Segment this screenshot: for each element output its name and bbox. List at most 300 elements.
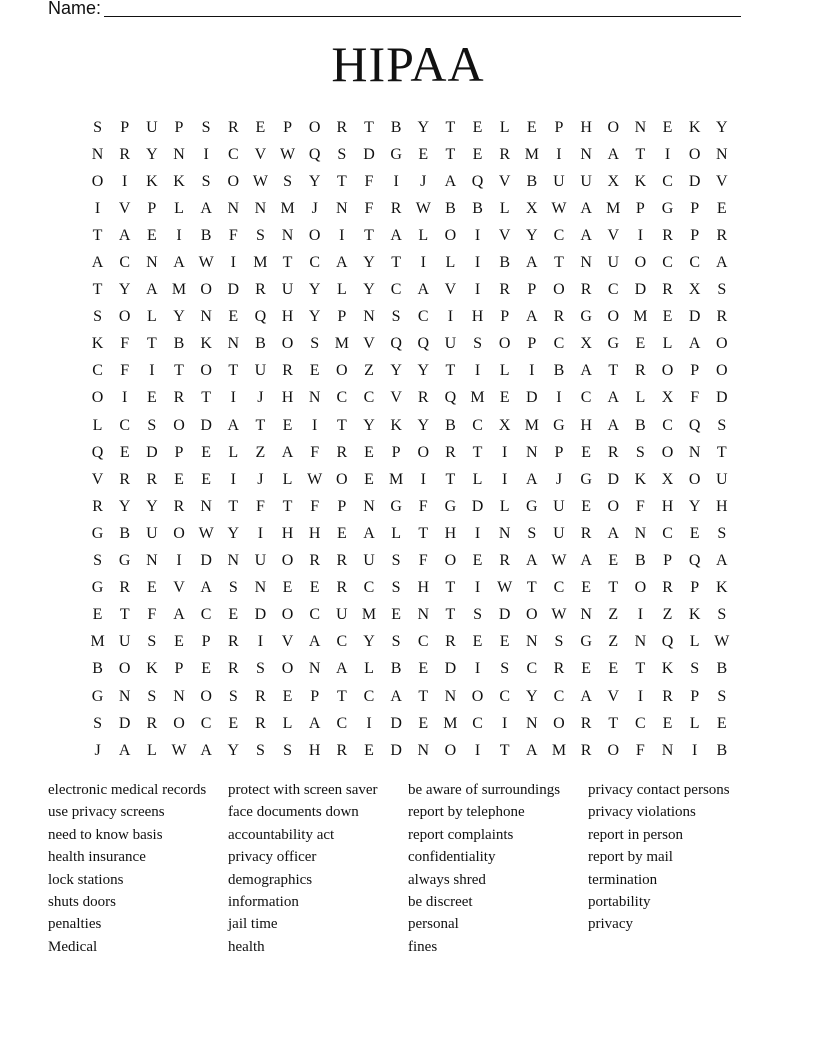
grid-letter: K — [716, 579, 728, 597]
grid-letter: W — [198, 254, 214, 272]
grid-letter: K — [146, 172, 158, 190]
grid-letter: B — [390, 660, 402, 678]
grid-letter: L — [472, 470, 483, 488]
grid-letter: S — [337, 145, 347, 163]
grid-letter: A — [526, 470, 538, 488]
grid-letter: V — [716, 172, 728, 190]
grid-letter: F — [310, 443, 320, 461]
grid-letter: F — [228, 226, 238, 244]
grid-letter: S — [283, 172, 292, 190]
grid-letter: O — [281, 335, 294, 353]
grid-letter: C — [363, 579, 375, 597]
grid-letter: C — [417, 633, 429, 651]
grid-letter: Z — [255, 443, 266, 461]
grid-letter: R — [635, 362, 646, 380]
grid-letter: W — [551, 552, 567, 570]
grid-letter: O — [444, 226, 457, 244]
grid-letter: Y — [146, 497, 158, 515]
grid-letter: A — [281, 443, 294, 461]
grid-letter: A — [173, 254, 185, 272]
grid-letter: R — [255, 714, 266, 732]
grid-letter: A — [526, 741, 538, 759]
grid-letter: O — [417, 443, 430, 461]
grid-letter: R — [580, 281, 592, 299]
grid-letter: C — [390, 281, 402, 299]
grid-letter: S — [717, 606, 727, 624]
grid-letter: O — [336, 470, 348, 488]
grid-letter: I — [420, 470, 426, 488]
grid-letter: E — [581, 579, 591, 597]
grid-letter: L — [391, 524, 401, 542]
grid-letter: H — [471, 308, 484, 326]
word-bank-item: face documents down — [228, 804, 359, 821]
grid-letter: X — [498, 416, 511, 434]
grid-letter: C — [662, 416, 673, 434]
grid-letter: G — [553, 416, 565, 434]
grid-letter: V — [607, 226, 620, 244]
grid-letter: U — [146, 524, 158, 542]
grid-letter: C — [336, 633, 348, 651]
grid-letter: E — [364, 470, 374, 488]
grid-letter: D — [498, 606, 511, 624]
grid-letter: H — [308, 524, 321, 542]
grid-letter: M — [606, 199, 621, 217]
grid-letter: P — [690, 199, 700, 217]
grid-letter: C — [689, 254, 700, 272]
grid-letter: H — [281, 524, 294, 542]
grid-letter: A — [526, 552, 538, 570]
grid-letter: Y — [173, 308, 185, 326]
grid-letter: N — [254, 579, 267, 597]
grid-letter: R — [580, 524, 592, 542]
grid-letter: C — [553, 687, 565, 705]
grid-letter: E — [255, 118, 266, 136]
grid-letter: C — [417, 308, 429, 326]
grid-letter: A — [308, 633, 321, 651]
grid-letter: Y — [363, 281, 375, 299]
word-bank-item: report by telephone — [408, 804, 525, 821]
grid-letter: R — [309, 552, 321, 570]
word-bank-item: use privacy screens — [48, 804, 165, 821]
grid-letter: T — [472, 443, 483, 461]
grid-letter: R — [499, 552, 511, 570]
grid-letter: S — [147, 633, 157, 651]
grid-letter: R — [92, 497, 103, 515]
grid-letter: I — [230, 470, 236, 488]
grid-letter: I — [474, 226, 481, 244]
grid-letter: S — [310, 335, 320, 353]
grid-letter: I — [556, 145, 562, 163]
grid-letter: R — [336, 443, 348, 461]
grid-letter: E — [146, 579, 157, 597]
grid-letter: E — [662, 118, 673, 136]
grid-letter: T — [608, 579, 619, 597]
grid-letter: W — [551, 606, 567, 624]
grid-letter: R — [119, 579, 131, 597]
grid-letter: E — [472, 145, 483, 163]
grid-letter: U — [281, 281, 294, 299]
grid-letter: G — [580, 308, 592, 326]
grid-letter: F — [310, 497, 320, 515]
grid-letter: P — [663, 552, 672, 570]
grid-letter: O — [281, 606, 294, 624]
grid-letter: R — [146, 470, 158, 488]
grid-letter: Y — [688, 497, 701, 515]
grid-letter: V — [254, 145, 267, 163]
name-label: Name: — [48, 0, 102, 18]
grid-letter: F — [418, 552, 428, 570]
grid-letter: L — [92, 416, 103, 434]
grid-letter: S — [255, 660, 265, 678]
grid-letter: N — [118, 687, 131, 705]
grid-letter: B — [445, 416, 456, 434]
grid-letter: A — [580, 552, 592, 570]
grid-letter: I — [502, 470, 508, 488]
grid-letter: O — [526, 606, 538, 624]
grid-letter: X — [607, 172, 620, 190]
grid-letter: L — [364, 660, 374, 678]
grid-letter: F — [635, 497, 645, 515]
grid-letter: M — [90, 633, 105, 651]
grid-letter: D — [118, 714, 131, 732]
grid-letter: E — [581, 443, 591, 461]
grid-letter: O — [173, 416, 185, 434]
grid-letter: M — [633, 308, 648, 326]
grid-letter: A — [607, 389, 620, 407]
grid-letter: P — [337, 308, 347, 326]
grid-letter: R — [336, 118, 348, 136]
grid-letter: A — [417, 281, 430, 299]
grid-letter: B — [553, 362, 565, 380]
grid-letter: K — [634, 470, 647, 488]
grid-letter: W — [415, 199, 431, 217]
grid-letter: G — [607, 335, 620, 353]
grid-letter: X — [688, 281, 701, 299]
grid-letter: I — [474, 741, 481, 759]
grid-letter: S — [391, 633, 401, 651]
grid-letter: B — [716, 660, 728, 678]
grid-letter: O — [607, 741, 620, 759]
grid-letter: B — [499, 254, 511, 272]
grid-letter: M — [443, 714, 458, 732]
grid-letter: S — [527, 524, 537, 542]
grid-letter: R — [336, 741, 348, 759]
grid-letter: S — [391, 579, 401, 597]
grid-letter: T — [418, 687, 429, 705]
grid-letter: G — [580, 633, 592, 651]
grid-letter: P — [690, 579, 700, 597]
grid-letter: B — [255, 335, 266, 353]
grid-letter: F — [364, 199, 374, 217]
grid-letter: T — [364, 118, 374, 136]
grid-letter: C — [580, 389, 592, 407]
grid-letter: I — [176, 226, 182, 244]
grid-letter: G — [444, 497, 457, 515]
word-bank-item: report by mail — [588, 849, 673, 866]
grid-letter: K — [688, 606, 701, 624]
grid-letter: I — [176, 552, 182, 570]
grid-letter: U — [254, 552, 267, 570]
grid-letter: E — [716, 199, 727, 217]
grid-letter: E — [608, 660, 619, 678]
grid-letter: J — [257, 470, 264, 488]
grid-letter: F — [364, 172, 374, 190]
grid-letter: A — [308, 714, 321, 732]
grid-letter: I — [637, 687, 644, 705]
grid-letter: P — [690, 362, 700, 380]
grid-letter: K — [200, 335, 212, 353]
grid-letter: A — [200, 741, 212, 759]
grid-letter: L — [662, 335, 673, 353]
grid-letter: C — [200, 714, 212, 732]
grid-letter: R — [227, 660, 239, 678]
grid-letter: T — [282, 254, 293, 272]
grid-letter: G — [91, 524, 104, 542]
grid-letter: D — [146, 443, 158, 461]
grid-letter: O — [200, 362, 212, 380]
grid-letter: L — [336, 281, 347, 299]
grid-letter: S — [717, 281, 727, 299]
grid-letter: O — [607, 118, 620, 136]
grid-letter: C — [336, 714, 348, 732]
grid-letter: D — [390, 714, 402, 732]
grid-letter: S — [473, 606, 482, 624]
grid-letter: T — [445, 118, 456, 136]
grid-letter: C — [526, 660, 538, 678]
grid-letter: U — [553, 172, 565, 190]
grid-letter: N — [634, 633, 647, 651]
grid-letter: O — [634, 579, 647, 597]
page-title: HIPAA — [331, 36, 485, 92]
grid-letter: W — [280, 145, 296, 163]
grid-letter: N — [363, 308, 375, 326]
grid-letter: B — [526, 172, 538, 190]
grid-letter: S — [228, 579, 238, 597]
grid-letter: I — [447, 308, 454, 326]
grid-letter: K — [634, 172, 647, 190]
grid-letter: L — [635, 389, 646, 407]
word-bank-item: privacy violations — [588, 804, 696, 821]
grid-letter: E — [364, 741, 374, 759]
word-bank-item: personal — [408, 916, 459, 933]
grid-letter: A — [580, 687, 592, 705]
name-underline — [104, 16, 741, 17]
grid-letter: D — [688, 308, 701, 326]
grid-letter: Q — [688, 416, 701, 434]
grid-letter: D — [254, 606, 267, 624]
grid-letter: H — [661, 497, 674, 515]
grid-letter: L — [689, 714, 700, 732]
grid-letter: L — [499, 199, 510, 217]
grid-letter: A — [173, 606, 185, 624]
grid-letter: P — [310, 687, 320, 705]
grid-letter: I — [502, 714, 508, 732]
grid-letter: E — [282, 416, 293, 434]
grid-letter: K — [661, 660, 674, 678]
grid-letter: R — [445, 443, 456, 461]
grid-letter: E — [418, 145, 429, 163]
grid-letter: E — [391, 606, 401, 624]
grid-letter: E — [174, 470, 184, 488]
grid-letter: T — [608, 714, 619, 732]
grid-letter: P — [554, 443, 564, 461]
grid-letter: T — [445, 579, 456, 597]
grid-letter: E — [472, 552, 483, 570]
grid-letter: B — [445, 199, 456, 217]
grid-letter: E — [282, 579, 293, 597]
grid-letter: O — [553, 281, 565, 299]
grid-letter: G — [91, 687, 104, 705]
grid-letter: M — [551, 741, 567, 759]
grid-letter: P — [690, 226, 700, 244]
grid-letter: E — [228, 714, 239, 732]
grid-letter: Q — [444, 389, 457, 407]
grid-letter: Y — [526, 687, 538, 705]
grid-letter: A — [390, 687, 402, 705]
grid-letter: N — [526, 714, 538, 732]
grid-letter: Y — [227, 524, 240, 542]
grid-letter: T — [635, 145, 646, 163]
grid-letter: T — [364, 226, 374, 244]
grid-letter: O — [118, 308, 131, 326]
word-bank — [48, 779, 808, 958]
grid-letter: I — [474, 254, 481, 272]
grid-letter: N — [227, 552, 240, 570]
grid-letter: O — [91, 172, 104, 190]
grid-letter: O — [607, 308, 620, 326]
grid-letter: M — [389, 470, 404, 488]
grid-letter: O — [661, 362, 674, 380]
grid-letter: N — [281, 226, 294, 244]
word-bank-item: report complaints — [408, 826, 514, 843]
grid-letter: I — [230, 389, 236, 407]
grid-letter: O — [118, 660, 131, 678]
grid-letter: K — [173, 172, 185, 190]
grid-letter: B — [119, 524, 131, 542]
grid-letter: E — [364, 443, 374, 461]
grid-letter: P — [527, 335, 537, 353]
grid-letter: S — [147, 416, 157, 434]
grid-letter: H — [580, 118, 592, 136]
grid-letter: U — [363, 552, 375, 570]
grid-letter: I — [122, 172, 128, 190]
grid-letter: Z — [662, 606, 673, 624]
grid-letter: I — [637, 606, 644, 624]
grid-letter: I — [474, 524, 481, 542]
grid-letter: S — [717, 687, 727, 705]
word-bank-item: always shred — [408, 871, 486, 888]
grid-letter: N — [417, 606, 430, 624]
grid-letter: X — [580, 335, 592, 353]
word-bank-item: shuts doors — [48, 893, 116, 910]
grid-letter: K — [390, 416, 402, 434]
grid-letter: A — [227, 416, 240, 434]
grid-letter: Y — [417, 416, 430, 434]
grid-letter: N — [661, 741, 674, 759]
grid-letter: N — [146, 552, 158, 570]
grid-letter: L — [445, 254, 456, 272]
word-bank-item: privacy officer — [228, 849, 317, 866]
grid-letter: R — [662, 281, 673, 299]
grid-letter: O — [91, 389, 104, 407]
grid-letter: E — [228, 606, 239, 624]
grid-letter: R — [336, 579, 348, 597]
grid-letter: N — [308, 660, 321, 678]
grid-letter: X — [661, 470, 674, 488]
grid-letter: M — [334, 335, 349, 353]
grid-letter: I — [366, 714, 372, 732]
grid-letter: K — [91, 335, 104, 353]
grid-letter: N — [688, 443, 701, 461]
grid-letter: E — [635, 335, 646, 353]
grid-letter: F — [120, 362, 130, 380]
grid-letter: A — [526, 308, 538, 326]
grid-letter: D — [444, 660, 457, 678]
grid-letter: L — [499, 497, 510, 515]
grid-letter: M — [524, 416, 539, 434]
grid-letter: W — [252, 172, 268, 190]
grid-letter: A — [688, 335, 701, 353]
grid-letter: B — [472, 199, 483, 217]
word-bank-item: demographics — [228, 871, 313, 888]
grid-letter: N — [254, 199, 267, 217]
grid-letter: C — [92, 362, 103, 380]
grid-letter: S — [500, 660, 510, 678]
grid-letter: U — [146, 118, 158, 136]
grid-letter: O — [498, 335, 511, 353]
grid-letter: S — [93, 308, 103, 326]
grid-letter: Q — [91, 443, 104, 461]
grid-letter: L — [689, 633, 700, 651]
grid-letter: U — [118, 633, 131, 651]
grid-letter: N — [580, 606, 592, 624]
grid-letter: T — [336, 172, 347, 190]
grid-letter: T — [92, 281, 103, 299]
grid-letter: V — [281, 633, 294, 651]
grid-letter: O — [444, 741, 457, 759]
word-bank-item: fines — [408, 938, 438, 955]
grid-letter: E — [309, 362, 320, 380]
grid-letter: H — [281, 308, 294, 326]
word-bank-item: termination — [588, 871, 658, 888]
grid-letter: S — [635, 443, 645, 461]
grid-letter: Y — [118, 497, 131, 515]
grid-letter: G — [390, 497, 402, 515]
grid-letter: N — [580, 254, 592, 272]
grid-letter: E — [282, 687, 293, 705]
grid-letter: R — [580, 714, 592, 732]
grid-letter: T — [282, 497, 293, 515]
grid-letter: F — [635, 741, 645, 759]
grid-letter: R — [553, 660, 565, 678]
grid-letter: S — [717, 524, 727, 542]
grid-letter: D — [200, 552, 212, 570]
grid-letter: Y — [417, 118, 430, 136]
grid-letter: V — [118, 199, 131, 217]
grid-letter: I — [474, 362, 481, 380]
word-bank-item: jail time — [228, 916, 278, 933]
grid-letter: O — [716, 362, 728, 380]
grid-letter: S — [93, 552, 103, 570]
grid-letter: T — [146, 335, 157, 353]
grid-letter: H — [444, 524, 457, 542]
grid-letter: G — [580, 470, 592, 488]
grid-letter: I — [692, 741, 698, 759]
grid-letter: A — [200, 579, 212, 597]
grid-letter: O — [173, 524, 185, 542]
grid-letter: U — [580, 172, 592, 190]
grid-letter: W — [714, 633, 730, 651]
